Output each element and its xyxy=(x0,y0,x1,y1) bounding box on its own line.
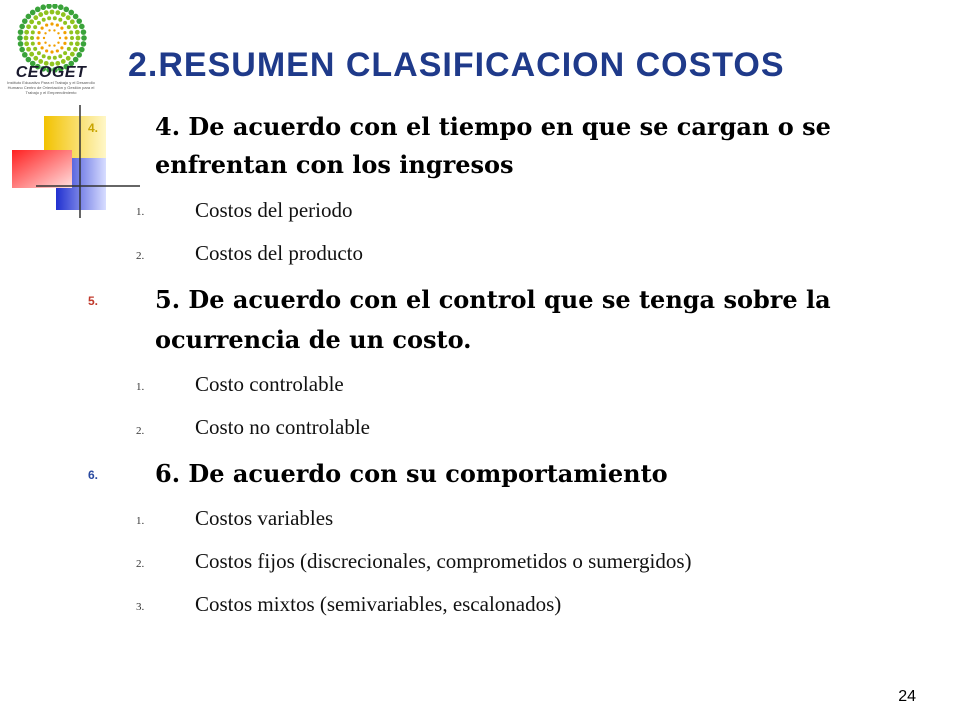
section-4-item-2: Costos del producto xyxy=(195,241,363,265)
section-5-item-2-number: 2. xyxy=(136,425,145,437)
section-6-number: 6. xyxy=(88,468,99,482)
section-4-heading-line1: 4. De acuerdo con el tiempo en que se cargan o se xyxy=(155,112,831,141)
section-5-item-2: Costo no controlable xyxy=(195,415,370,439)
section-5-heading-line1: 5. De acuerdo con el control que se tenga sobre la xyxy=(155,285,831,314)
section-6-item-1-number: 1. xyxy=(136,515,145,527)
section-4-number: 4. xyxy=(88,121,99,135)
decorative-squares xyxy=(0,100,140,220)
section-4-heading-line2: enfrentan con los ingresos xyxy=(155,150,514,179)
section-5-heading-line2: ocurrencia de un costo. xyxy=(155,325,472,354)
logo-name: CEOGET xyxy=(15,64,87,81)
section-4-item-1-number: 1. xyxy=(136,206,145,218)
section-6-item-2: Costos fijos (discrecionales, comprometidos o sumergidos) xyxy=(195,549,692,573)
logo-subtitle: Instituto Educativo Para el Trabajo y el Desarrollo Humano Centro de Orientación y Gestión para el Trabajo y el Emprendimiento xyxy=(7,80,95,95)
section-5-item-1: Costo controlable xyxy=(195,372,344,396)
section-6-item-2-number: 2. xyxy=(136,558,145,570)
section-6-heading: 6. De acuerdo con su comportamiento xyxy=(155,459,668,488)
slide-title: 2.RESUMEN CLASIFICACION COSTOS xyxy=(128,46,785,84)
page-number: 24 xyxy=(898,688,916,705)
section-5-number: 5. xyxy=(88,294,99,308)
section-5-item-1-number: 1. xyxy=(136,381,145,393)
section-4-item-1: Costos del periodo xyxy=(195,198,353,222)
section-6-item-3-number: 3. xyxy=(136,601,145,613)
section-4-item-2-number: 2. xyxy=(136,250,145,262)
section-6-item-1: Costos variables xyxy=(195,506,334,530)
section-6-item-3: Costos mixtos (semivariables, escalonados) xyxy=(195,592,562,616)
